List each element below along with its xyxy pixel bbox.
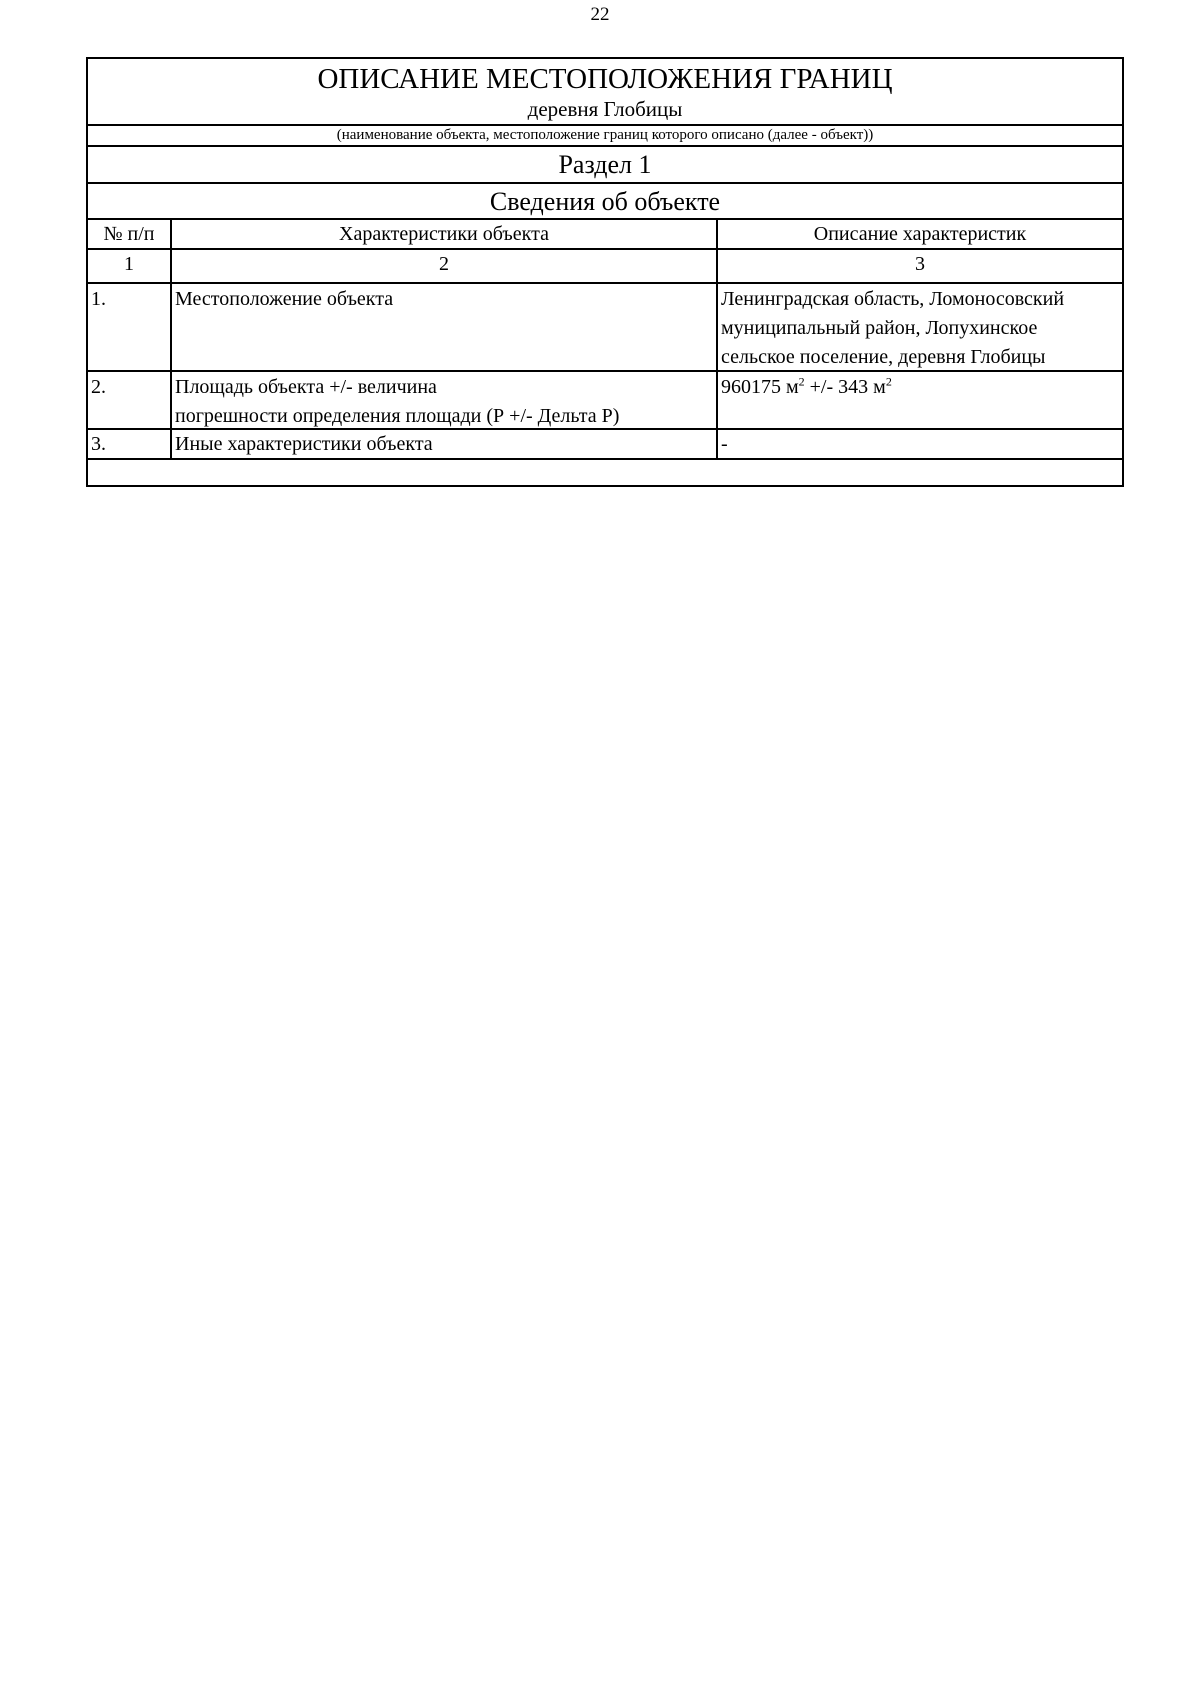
- description-line: Ленинградская область, Ломоносовский: [721, 288, 1065, 310]
- document-title: ОПИСАНИЕ МЕСТОПОЛОЖЕНИЯ ГРАНИЦ: [317, 63, 893, 95]
- area-unit-exponent: 2: [798, 374, 805, 389]
- table-row: [88, 284, 1122, 372]
- row-number: 2.: [88, 372, 172, 428]
- column-number-row: [88, 250, 1122, 284]
- section-subtitle: Сведения об объекте: [88, 184, 1122, 220]
- title-block: [88, 59, 1122, 126]
- characteristic-line: погрешности определения площади (Р +/- Дельта Р): [175, 405, 620, 427]
- column-number: 3: [915, 253, 925, 275]
- characteristic-cell: Местоположение объекта: [172, 284, 718, 370]
- description-line: сельское поселение, деревня Глобицы: [721, 346, 1046, 368]
- area-error: +/- 343 м: [804, 376, 886, 398]
- section-label: Раздел 1: [88, 147, 1122, 184]
- characteristic-cell: [172, 372, 718, 428]
- table-row: [88, 430, 1122, 460]
- area-value: 960175 м: [721, 376, 799, 398]
- boundary-description-form: [86, 57, 1124, 487]
- object-name: деревня Глобицы: [527, 97, 683, 121]
- row-number: 1.: [88, 284, 172, 370]
- area-error-unit-exponent: 2: [885, 374, 892, 389]
- column-number: 2: [172, 250, 718, 282]
- description-cell: [718, 284, 1122, 370]
- page-number: 22: [590, 4, 610, 25]
- row-number: 3.: [88, 430, 172, 458]
- table-row: [88, 372, 1122, 430]
- area-value-cell: [718, 372, 1122, 428]
- description-cell: -: [721, 433, 728, 455]
- characteristic-cell: Иные характеристики объекта: [172, 430, 718, 458]
- object-name-caption: (наименование объекта, местоположение границ которого описано (далее - объект)): [88, 126, 1122, 147]
- characteristic-line: Площадь объекта +/- величина: [175, 376, 437, 398]
- column-header-number: № п/п: [88, 220, 172, 248]
- empty-row: [88, 460, 1122, 485]
- column-header-characteristic: Характеристики объекта: [172, 220, 718, 248]
- description-line: муниципальный район, Лопухинское: [721, 317, 1038, 339]
- column-number: 1: [88, 250, 172, 282]
- table-header-row: [88, 220, 1122, 250]
- column-header-description: Описание характеристик: [813, 223, 1027, 245]
